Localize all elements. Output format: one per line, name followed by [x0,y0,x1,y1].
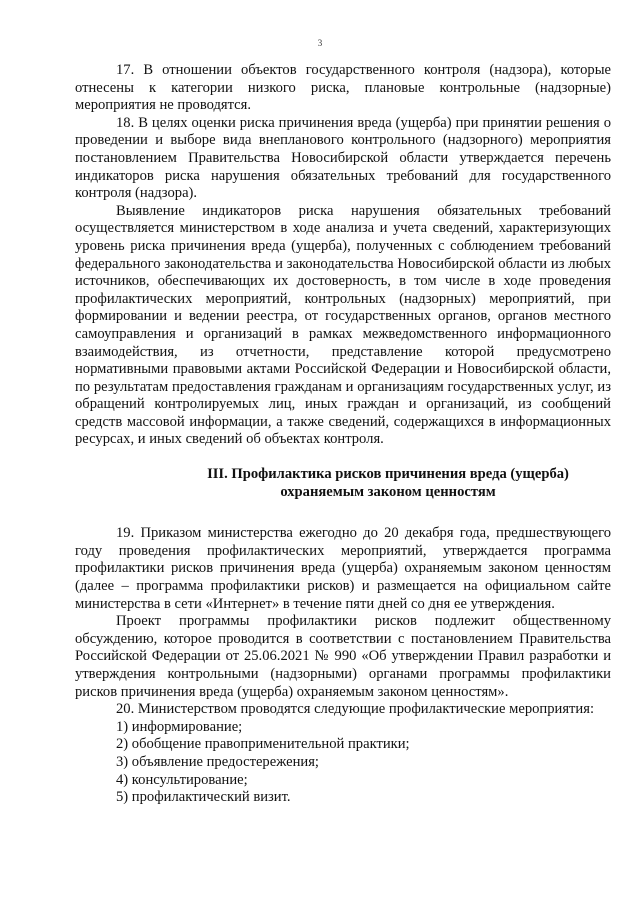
paragraph-risk-indicators: Выявление индикаторов риска нарушения обязательных требований осуществляется министерством в ходе анализа и учета сведений, характеризующих уровень риска причинения вреда (ущерба), полученных с соблюдением требований федерального законодательства и законодательства Новосибирской области из любых источников, обеспечивающих их достоверность, в том числе в ходе проведения профилактических мероприятий, контрольных (надзорных) мероприятий, при формировании и ведении реестра, от государственных органов, органов местного самоуправления и организаций в рамках межведомственного информационного взаимодействия, из отчетности, представление которой предусмотрено нормативными правовыми актами Российской Федерации и Новосибирской области, по результатам предоставления гражданам и организациям государственных услуг, из обращений контролируемых лиц, иных граждан и организаций, из сообщений средств массовой информации, а также сведений, содержащихся в информационных ресурсах, и иных сведений об объектах контроля. [75,202,611,448]
paragraph-18: 18. В целях оценки риска причинения вреда (ущерба) при принятии решения о проведении и выборе вида внепланового контрольного (надзорного) мероприятия постановлением Правительства Новосибирской области утверждается перечень индикаторов риска нарушения обязательных требований для государственного контроля (надзора). [75,114,611,202]
list-item: 1) информирование; [116,718,243,735]
document-body [75,62,611,807]
list-item: 4) консультирование; [116,771,248,788]
paragraph-17: 17. В отношении объектов государственного контроля (надзора), которые отнесены к категории низкого риска, плановые контрольные (надзорные) мероприятия не проводятся. [75,62,611,114]
section-heading-line-2: охраняемым законом ценностям [280,483,496,500]
paragraph-19: 19. Приказом министерства ежегодно до 20 декабря года, предшествующего году проведения профилактических мероприятий, утверждается программа профилактики рисков причинения вреда (ущерба) охраняемым законом ценностям (далее – программа профилактики рисков) и размещается на официальном сайте министерства в сети «Интернет» в течение пяти дней со дня ее утверждения. [75,525,611,612]
section-heading-line-1: III. Профилактика рисков причинения вреда (ущерба) [207,466,569,483]
measures-list [75,719,611,807]
page-number: 3 [317,38,323,48]
paragraph-program-project: Проект программы профилактики рисков подлежит общественному обсуждению, которое проводится в соответствии с постановлением Правительства Российской Федерации от 25.06.2021 № 990 «Об утверждении Правил разработки и утверждения контрольными (надзорными) органами программы профилактики рисков причинения вреда (ущерба) охраняемым законом ценностям». [75,613,611,700]
list-item: 2) обобщение правоприменительной практики; [116,736,410,753]
section-heading [75,466,611,501]
list-item: 5) профилактический визит. [116,789,291,806]
paragraph-20: 20. Министерством проводятся следующие профилактические мероприятия: [116,701,595,718]
list-item: 3) объявление предостережения; [116,753,319,770]
